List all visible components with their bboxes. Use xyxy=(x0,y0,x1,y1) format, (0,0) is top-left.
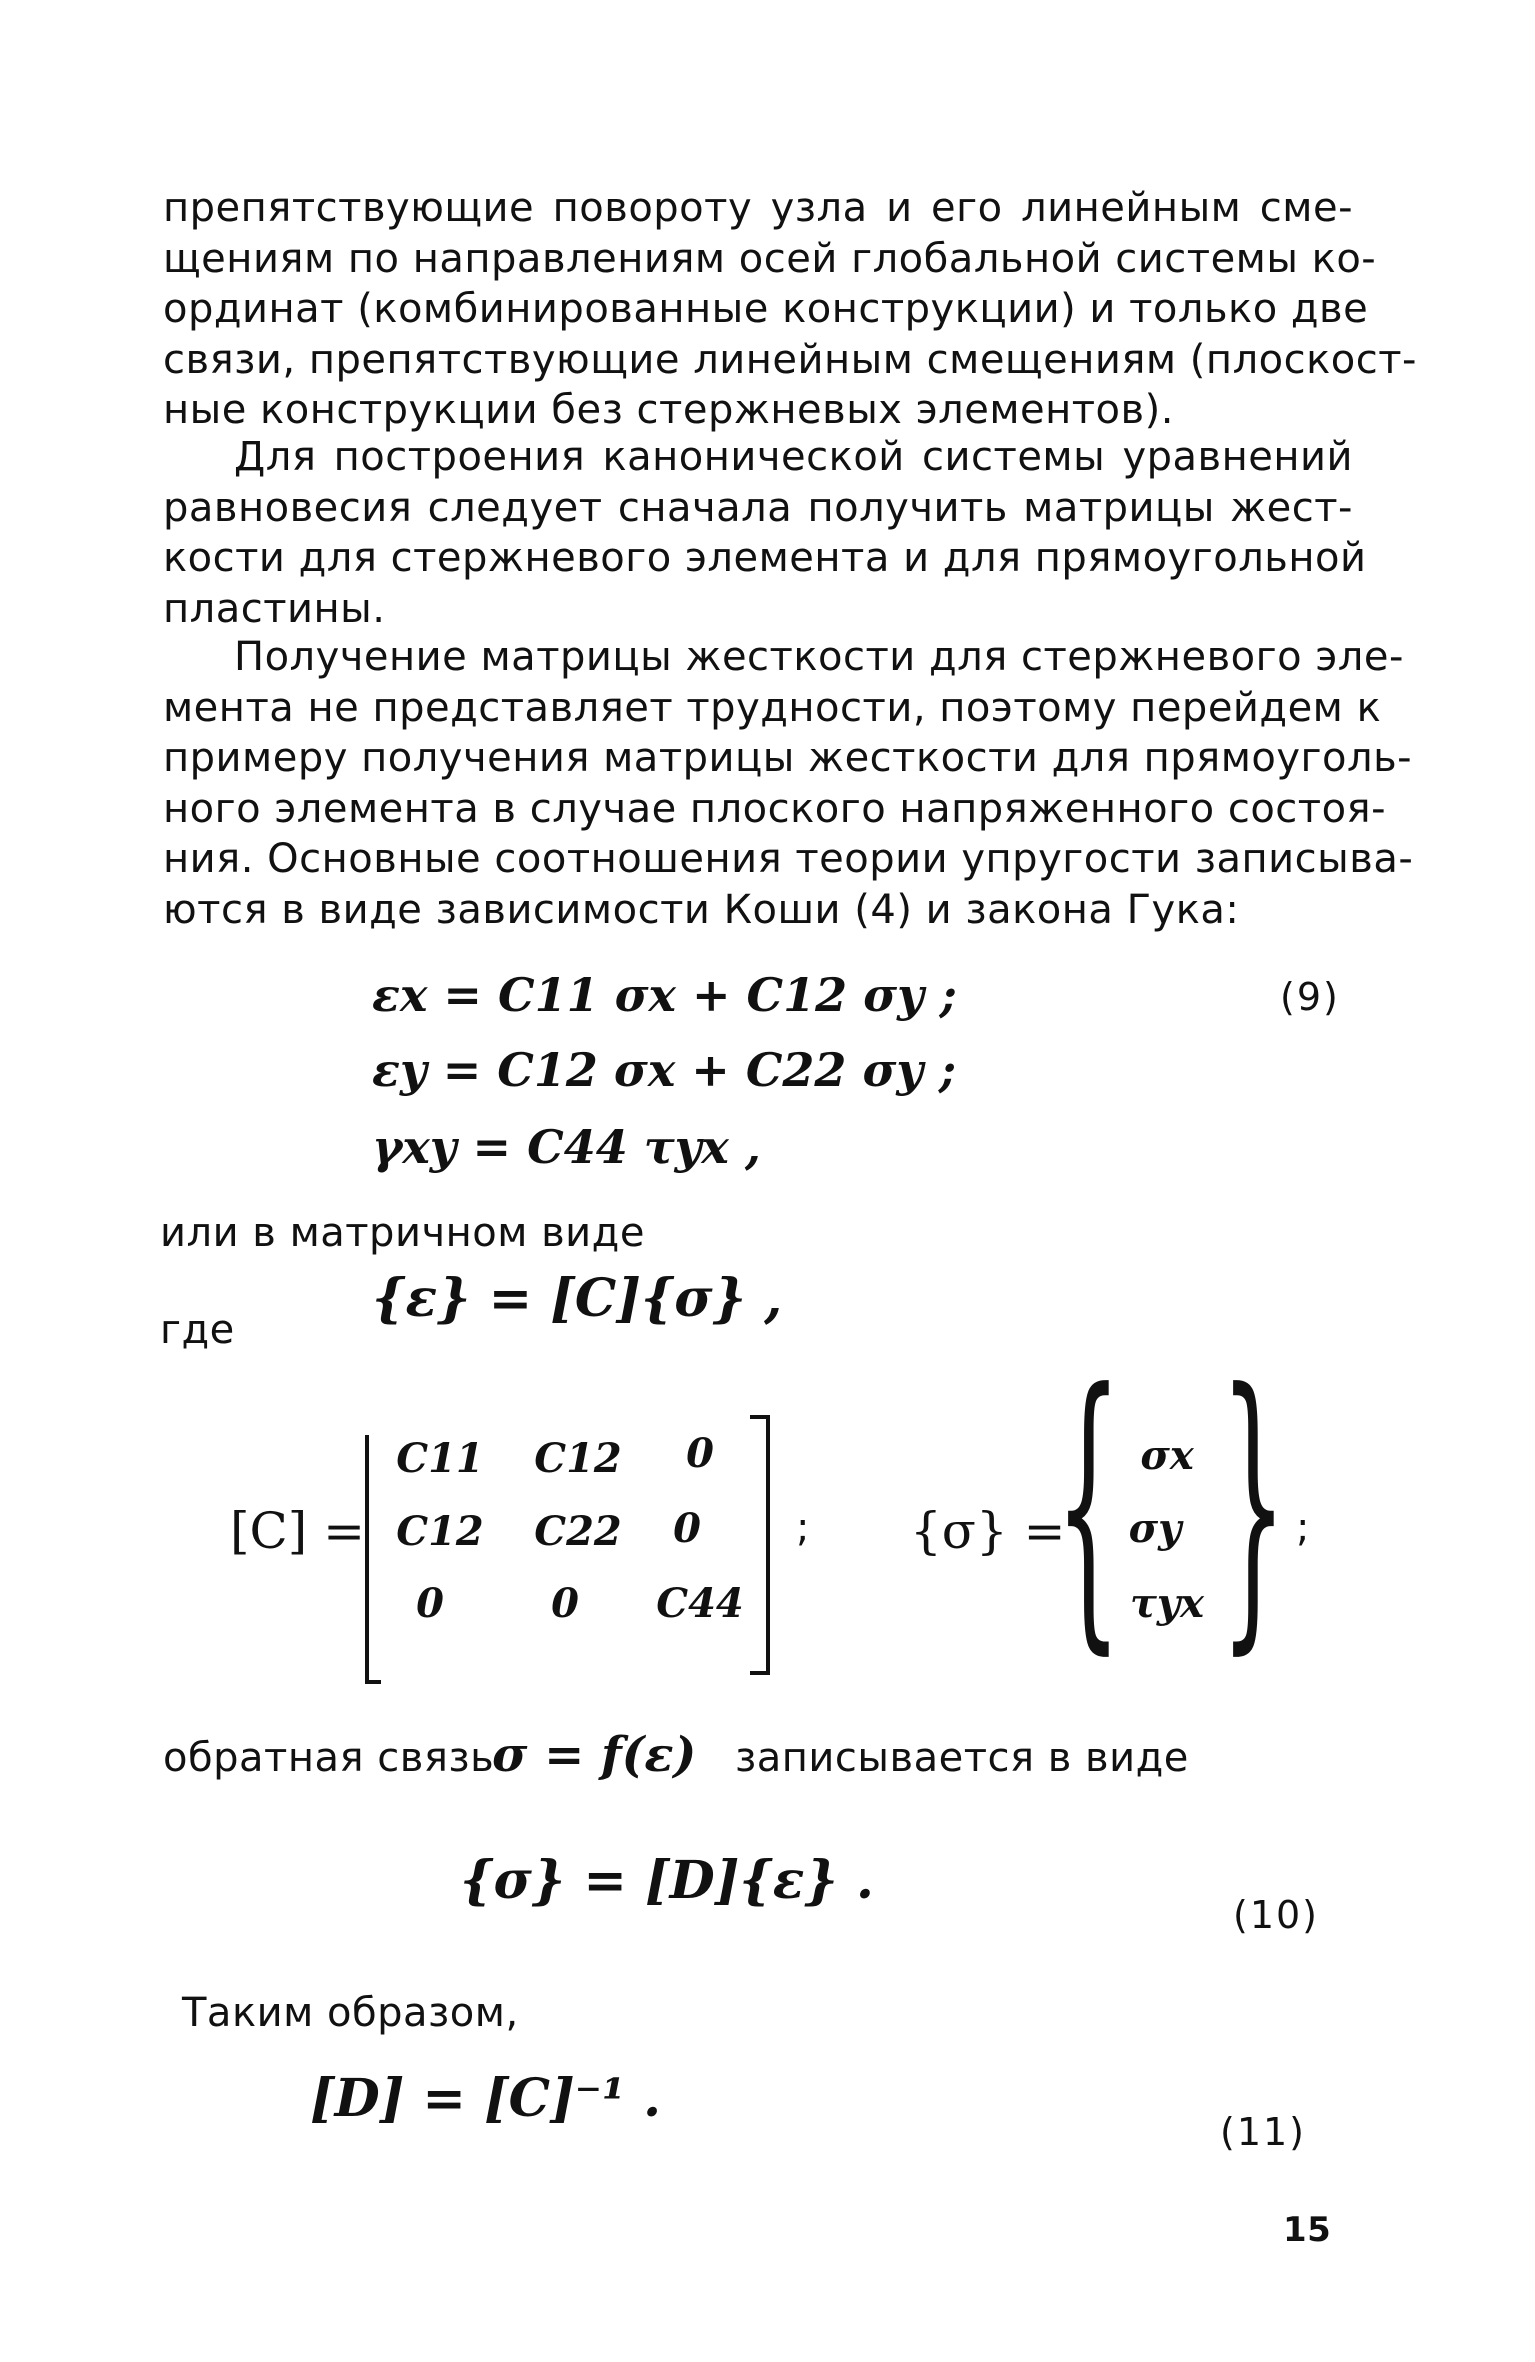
paragraph-3 xyxy=(163,632,1414,935)
matrix-c-left-bracket xyxy=(365,1435,383,1683)
text-line: щениям по направлениям осей глобальной системы ко- xyxy=(163,235,1377,282)
text-line: Для построения канонической системы уравнений xyxy=(234,434,1353,480)
text-line: Получение матрицы жесткости для стержневого эле- xyxy=(234,634,1404,680)
vector-sigma-item: τyx xyxy=(1129,1580,1204,1627)
text-line: кости для стержневого элемента и для прямоугольной xyxy=(163,535,1367,581)
text-line: мента не представляет трудности, поэтому перейдем к xyxy=(163,684,1382,731)
page-number: 15 xyxy=(1283,2210,1332,2250)
equation-9-line-1: εx = C11 σx + C12 σy ; xyxy=(372,968,957,1022)
inverse-relation-expression: σ = f(ε) xyxy=(492,1727,697,1783)
matrix-c-cell: 0 xyxy=(551,1580,579,1627)
equation-9-line-3: γxy = C44 τyx , xyxy=(372,1120,761,1174)
text-line: связи, препятствующие линейным смещениям (плоскост- xyxy=(163,336,1417,383)
matrix-c-cell: 0 xyxy=(673,1505,701,1552)
text-line: препятствующие повороту узла и его линейным сме- xyxy=(163,185,1353,231)
vector-sigma-item: σy xyxy=(1128,1505,1182,1552)
matrix-c-cell: C44 xyxy=(656,1580,744,1627)
matrix-form-equation: {ε} = [C]{σ} , xyxy=(372,1268,783,1329)
text-line: ординат (комбинированные конструкции) и только две xyxy=(163,286,1369,332)
text-line: примеру получения матрицы жесткости для прямоуголь- xyxy=(163,735,1413,781)
matrix-c-cell: 0 xyxy=(686,1430,714,1477)
vector-sigma-label: {σ} = xyxy=(910,1502,1066,1560)
matrix-c-cell: 0 xyxy=(416,1580,444,1627)
inverse-intro-text-b: записывается в виде xyxy=(735,1735,1189,1781)
text-line: ния. Основные соотношения теории упругости записыва- xyxy=(163,836,1414,882)
vector-sigma-right-brace: } xyxy=(1220,1330,1287,1679)
vector-sigma-left-brace: { xyxy=(1055,1330,1122,1679)
text-line: равновесия следует сначала получить матрицы жест- xyxy=(163,484,1353,531)
vector-sigma-item: σx xyxy=(1140,1432,1194,1479)
equation-number-9: (9) xyxy=(1280,975,1340,1019)
paragraph-2 xyxy=(163,432,1367,634)
equation-number-10: (10) xyxy=(1233,1893,1320,1937)
text-line: пластины. xyxy=(163,585,386,632)
text-line: ются в виде зависимости Коши (4) и закона Гука: xyxy=(163,886,1240,933)
matrix-c-left-bracket-foot xyxy=(365,1680,381,1684)
matrix-c-label: [C] = xyxy=(230,1502,366,1560)
matrix-c-cell: C11 xyxy=(396,1435,484,1482)
thus-text: Таким образом, xyxy=(182,1990,519,2036)
text-line: ного элемента в случае плоского напряженного состоя- xyxy=(163,785,1387,832)
vector-sigma-semicolon: ; xyxy=(1296,1505,1310,1551)
text-line: ные конструкции без стержневых элементов). xyxy=(163,387,1174,433)
equation-number-11: (11) xyxy=(1220,2110,1307,2154)
equation-9-line-2: εy = C12 σx + C22 σy ; xyxy=(372,1043,957,1097)
matrix-c-cell: C12 xyxy=(396,1508,484,1555)
paragraph-1 xyxy=(163,183,1417,436)
inverse-intro-text-a: обратная связь xyxy=(163,1735,495,1781)
matrix-c-cell: C22 xyxy=(534,1508,622,1555)
where-text: где xyxy=(160,1307,235,1353)
equation-10: {σ} = [D]{ε} . xyxy=(460,1850,874,1911)
equation-11: [D] = [C]⁻¹ . xyxy=(310,2068,662,2129)
matrix-c-cell: C12 xyxy=(534,1435,622,1482)
matrix-intro-text: или в матричном виде xyxy=(160,1210,645,1256)
matrix-c-semicolon: ; xyxy=(796,1505,810,1551)
